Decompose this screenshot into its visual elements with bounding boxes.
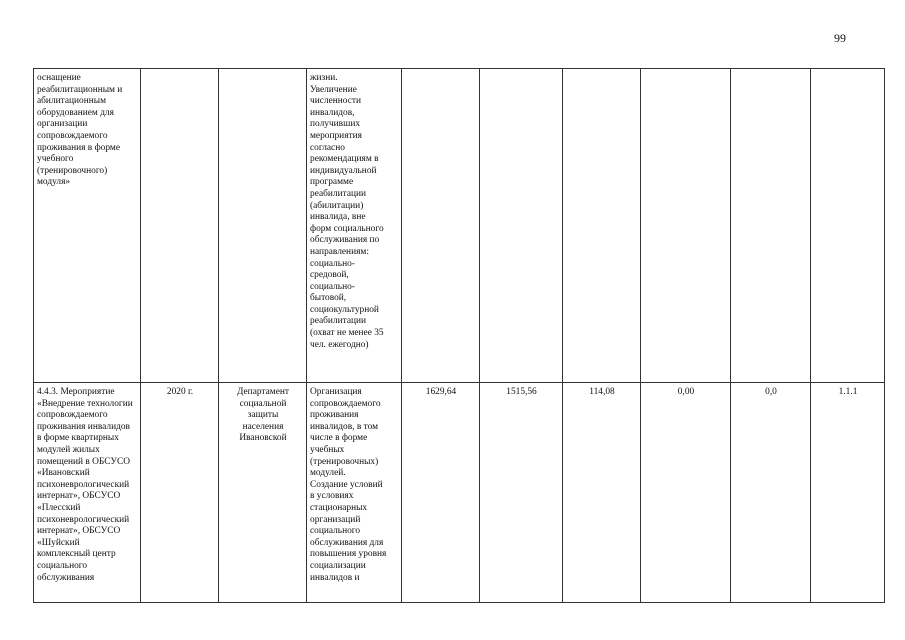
local-cell — [641, 69, 731, 383]
executor-cell — [219, 69, 307, 383]
regional-cell — [563, 69, 641, 383]
local-cell: 0,00 — [641, 383, 731, 603]
executor-cell: Департамент социальной защиты населения Ивановской — [219, 383, 307, 603]
total-cell: 1629,64 — [402, 383, 480, 603]
year-cell: 2020 г. — [141, 383, 219, 603]
result-cell: Организация сопровождаемого проживания инвалидов, в том числе в форме учебных (тренировочных) модулей. Создание условий в условиях стационарных организаций социального обслуживания для повышения уровня социализации инвалидов и — [307, 383, 402, 603]
other-cell: 0,0 — [731, 383, 811, 603]
measure-cell: оснащение реабилитационным и абилитационным оборудованием для организации сопровождаемого проживания в форме учебного (тренировочного) модуля» — [34, 69, 141, 383]
total-cell — [402, 69, 480, 383]
other-cell — [731, 69, 811, 383]
regional-cell: 114,08 — [563, 383, 641, 603]
indicator-cell: 1.1.1 — [811, 383, 885, 603]
program-measures-table — [33, 68, 885, 603]
indicator-cell — [811, 69, 885, 383]
table-row — [34, 69, 885, 383]
measure-cell: 4.4.3. Мероприятие «Внедрение технологии сопровождаемого проживания инвалидов в форме квартирных модулей жилых помещений в ОБСУСО «Ивановский психоневрологический интернат», ОБСУСО «Плесский психоневрологический интернат», ОБСУСО «Шуйский комплексный центр социального обслуживания — [34, 383, 141, 603]
federal-cell: 1515,56 — [480, 383, 563, 603]
result-cell: жизни. Увеличение численности инвалидов, получивших мероприятия согласно рекомендациям в индивидуальной программе реабилитации (абилитации) инвалида, вне форм социального обслуживания по направлениям: социально- средовой, социально- бытовой, социокультурной реабилитации (охват не менее 35 чел. ежегодно) — [307, 69, 402, 383]
table-row — [34, 383, 885, 603]
page-number: 99 — [834, 31, 846, 45]
federal-cell — [480, 69, 563, 383]
year-cell — [141, 69, 219, 383]
